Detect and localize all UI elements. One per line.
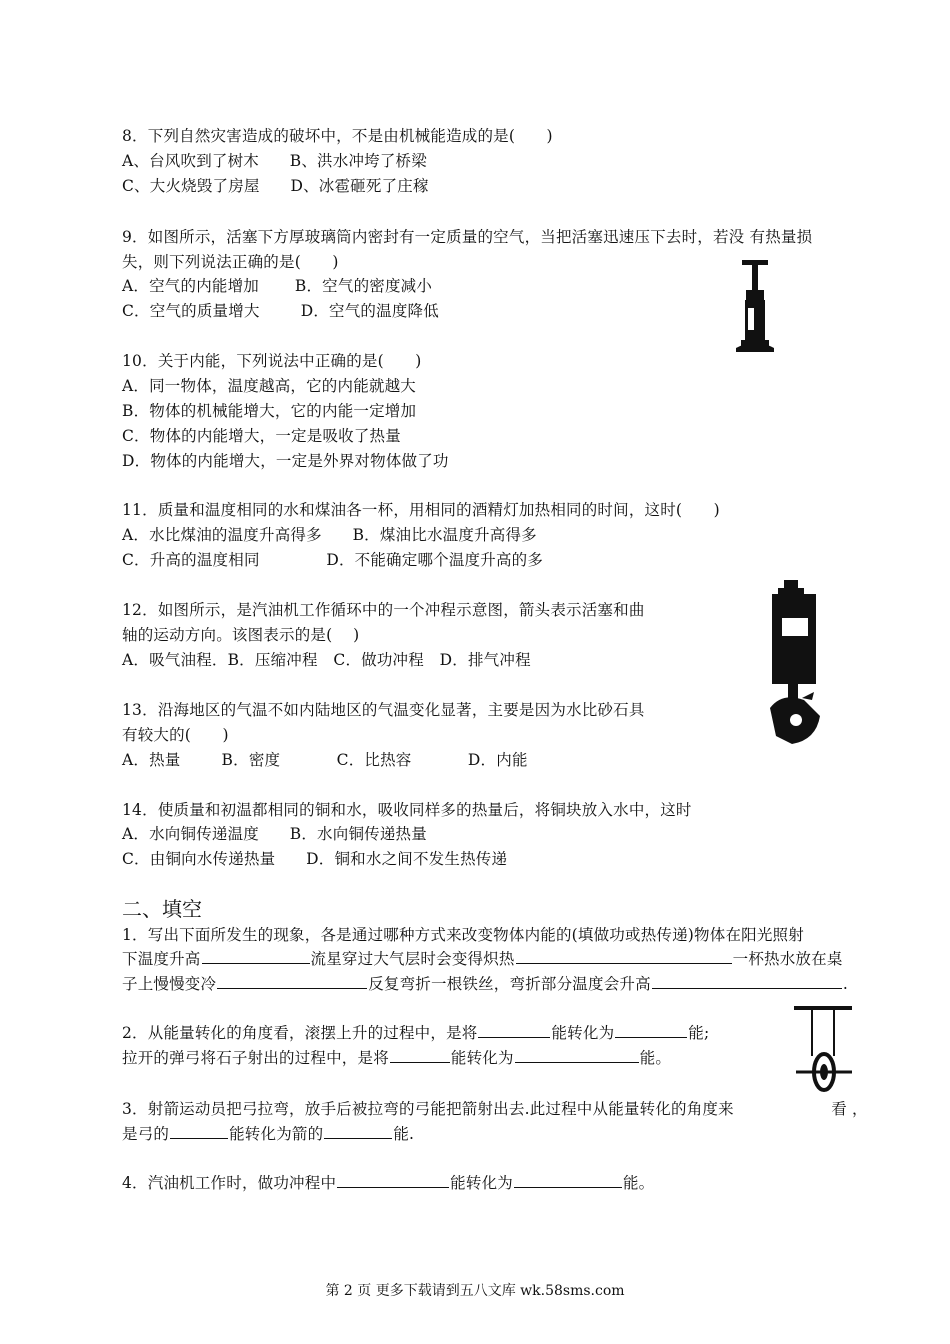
- q9-options-row2: [122, 301, 439, 321]
- f1-text-3c: .: [842, 975, 848, 993]
- q10-option-a: A．同一物体，温度越高，它的内能就越大: [122, 377, 416, 395]
- q13-stem-line2: 有较大的( ): [122, 726, 229, 744]
- f2-text-1c: 能;: [688, 1024, 710, 1042]
- answer-blank[interactable]: [390, 1048, 450, 1063]
- q12-stem-line2: 轴的运动方向。该图表示的是( ): [122, 626, 360, 644]
- f3-text-2c: 能.: [393, 1125, 415, 1143]
- q11-option-c: C．升高的温度相同: [122, 551, 260, 569]
- q13-stem-line1: 13．沿海地区的气温不如内陆地区的气温变化显著，主要是因为水比砂石具: [122, 701, 645, 719]
- q9-option-b: B．空气的密度减小: [294, 277, 433, 295]
- f1-text-2b: 流星穿过大气层时会变得炽热: [310, 950, 515, 968]
- f2-line1: [122, 1023, 709, 1043]
- q14-stem: 14．使质量和初温都相同的铜和水，吸收同样多的热量后，将铜块放入水中，这时: [122, 801, 692, 819]
- q9-option-d: D．空气的温度降低: [300, 302, 439, 320]
- q11-option-d: D．不能确定哪个温度升高的多: [326, 551, 544, 569]
- answer-blank[interactable]: [652, 974, 842, 989]
- q8-option-c: C、大火烧毁了房屋: [122, 177, 260, 195]
- answer-blank[interactable]: [514, 1173, 622, 1188]
- q13-option-d: D．内能: [467, 751, 528, 769]
- f1-text-2a: 下温度升高: [122, 950, 201, 968]
- q11-option-a: A．水比煤油的温度升高得多: [122, 526, 322, 544]
- f2-text-2a: 拉开的弹弓将石子射出的过程中，是将: [122, 1049, 389, 1067]
- answer-blank[interactable]: [202, 949, 310, 964]
- section-title-fill-in: 二、填空: [122, 897, 202, 921]
- q11-options-row1: [122, 525, 537, 545]
- answer-blank[interactable]: [170, 1124, 228, 1139]
- f1-text-2c: 一杯热水放在桌: [732, 950, 843, 968]
- engine-stroke-figure: [762, 580, 828, 748]
- f4-text-1a: 4．汽油机工作时，做功冲程中: [122, 1174, 337, 1192]
- answer-blank[interactable]: [337, 1173, 449, 1188]
- page-footer: 第 2 页 更多下载请到五八文库 wk.58sms.com: [325, 1283, 625, 1299]
- answer-blank[interactable]: [324, 1124, 392, 1139]
- f2-text-2b: 能转化为: [450, 1049, 514, 1067]
- answer-blank[interactable]: [478, 1023, 550, 1038]
- q13-options: [122, 750, 528, 770]
- f3-line2: [122, 1124, 414, 1144]
- q9-options-row1: [122, 276, 432, 296]
- q11-options-row2: [122, 550, 543, 570]
- answer-blank[interactable]: [515, 1048, 639, 1063]
- q8-option-d: D、冰雹砸死了庄稼: [290, 177, 429, 195]
- q12-stem-line1: 12．如图所示，是汽油机工作循环中的一个冲程示意图，箭头表示活塞和曲: [122, 601, 645, 619]
- q14-option-d: D．铜和水之间不发生热传递: [306, 850, 508, 868]
- q13-option-a: A．热量: [122, 751, 181, 769]
- f1-line2: [122, 949, 843, 969]
- q10-option-b: B．物体的机械能增大，它的内能一定增加: [122, 402, 417, 420]
- rolling-pendulum-figure: [788, 1004, 858, 1094]
- q8-options-row2: [122, 176, 429, 196]
- piston-cylinder-figure: [728, 258, 782, 354]
- f2-text-1b: 能转化为: [551, 1024, 615, 1042]
- q9-stem-line2: 失，则下列说法正确的是( ): [122, 253, 339, 271]
- q14-option-b: B．水向铜传递热量: [289, 825, 427, 843]
- f2-text-2c: 能。: [639, 1049, 672, 1067]
- q14-options-row1: [122, 824, 427, 844]
- q9-stem-line1: 9．如图所示，活塞下方厚玻璃筒内密封有一定质量的空气，当把活塞迅速压下去时，若没 有热量损: [122, 228, 813, 246]
- q9-option-a: A．空气的内能增加: [122, 277, 259, 295]
- answer-blank[interactable]: [516, 949, 732, 964]
- q8-options-row1: [122, 151, 427, 171]
- f2-line2: [122, 1048, 671, 1068]
- f3-text-1a: 3．射箭运动员把弓拉弯，放手后被拉弯的弓能把箭射出去.此过程中从能量转化的角度来: [122, 1100, 734, 1118]
- q8-option-b: B、洪水冲垮了桥梁: [289, 152, 427, 170]
- f2-text-1a: 2．从能量转化的角度看，滚摆上升的过程中，是将: [122, 1024, 478, 1042]
- q14-option-a: A．水向铜传递温度: [122, 825, 259, 843]
- q11-stem: 11．质量和温度相同的水和煤油各一杯，用相同的酒精灯加热相同的时间，这时( ): [122, 501, 720, 519]
- q11-option-b: B．煤油比水温度升高得多: [352, 526, 537, 544]
- f3-line1: [122, 1099, 868, 1119]
- answer-blank[interactable]: [217, 974, 367, 989]
- answer-blank[interactable]: [615, 1023, 687, 1038]
- q10-option-d: D．物体的内能增大，一定是外界对物体做了功: [122, 452, 449, 470]
- q10-option-c: C．物体的内能增大，一定是吸收了热量: [122, 427, 401, 445]
- q10-stem: 10．关于内能，下列说法中正确的是( ): [122, 352, 422, 370]
- f3-text-1b: 看 ，: [831, 1100, 868, 1118]
- q8-option-a: A、台风吹到了树木: [122, 152, 259, 170]
- f1-line1: 1．写出下面所发生的现象，各是通过哪种方式来改变物体内能的(填做功或热传递)物体在阳光照射: [122, 926, 804, 944]
- f3-text-2a: 是弓的: [122, 1125, 170, 1143]
- q12-options: A．吸气油程．B．压缩冲程 C．做功冲程 D．排气冲程: [122, 651, 531, 669]
- f4-text-1c: 能。: [622, 1174, 655, 1192]
- q13-option-b: B．密度: [221, 751, 281, 769]
- f1-text-3b: 反复弯折一根铁丝，弯折部分温度会升高: [368, 975, 651, 993]
- q8-stem: 8．下列自然灾害造成的破坏中，不是由机械能造成的是( ): [122, 127, 553, 145]
- f4-text-1b: 能转化为: [450, 1174, 513, 1192]
- q9-option-c: C．空气的质量增大: [122, 302, 260, 320]
- f1-line3: [122, 974, 848, 994]
- f1-text-3a: 子上慢慢变冷: [122, 975, 217, 993]
- f4-line1: [122, 1173, 654, 1193]
- f3-text-2b: 能转化为箭的: [229, 1125, 324, 1143]
- q14-options-row2: [122, 849, 507, 869]
- q13-option-c: C．比热容: [336, 751, 412, 769]
- q14-option-c: C．由铜向水传递热量: [122, 850, 276, 868]
